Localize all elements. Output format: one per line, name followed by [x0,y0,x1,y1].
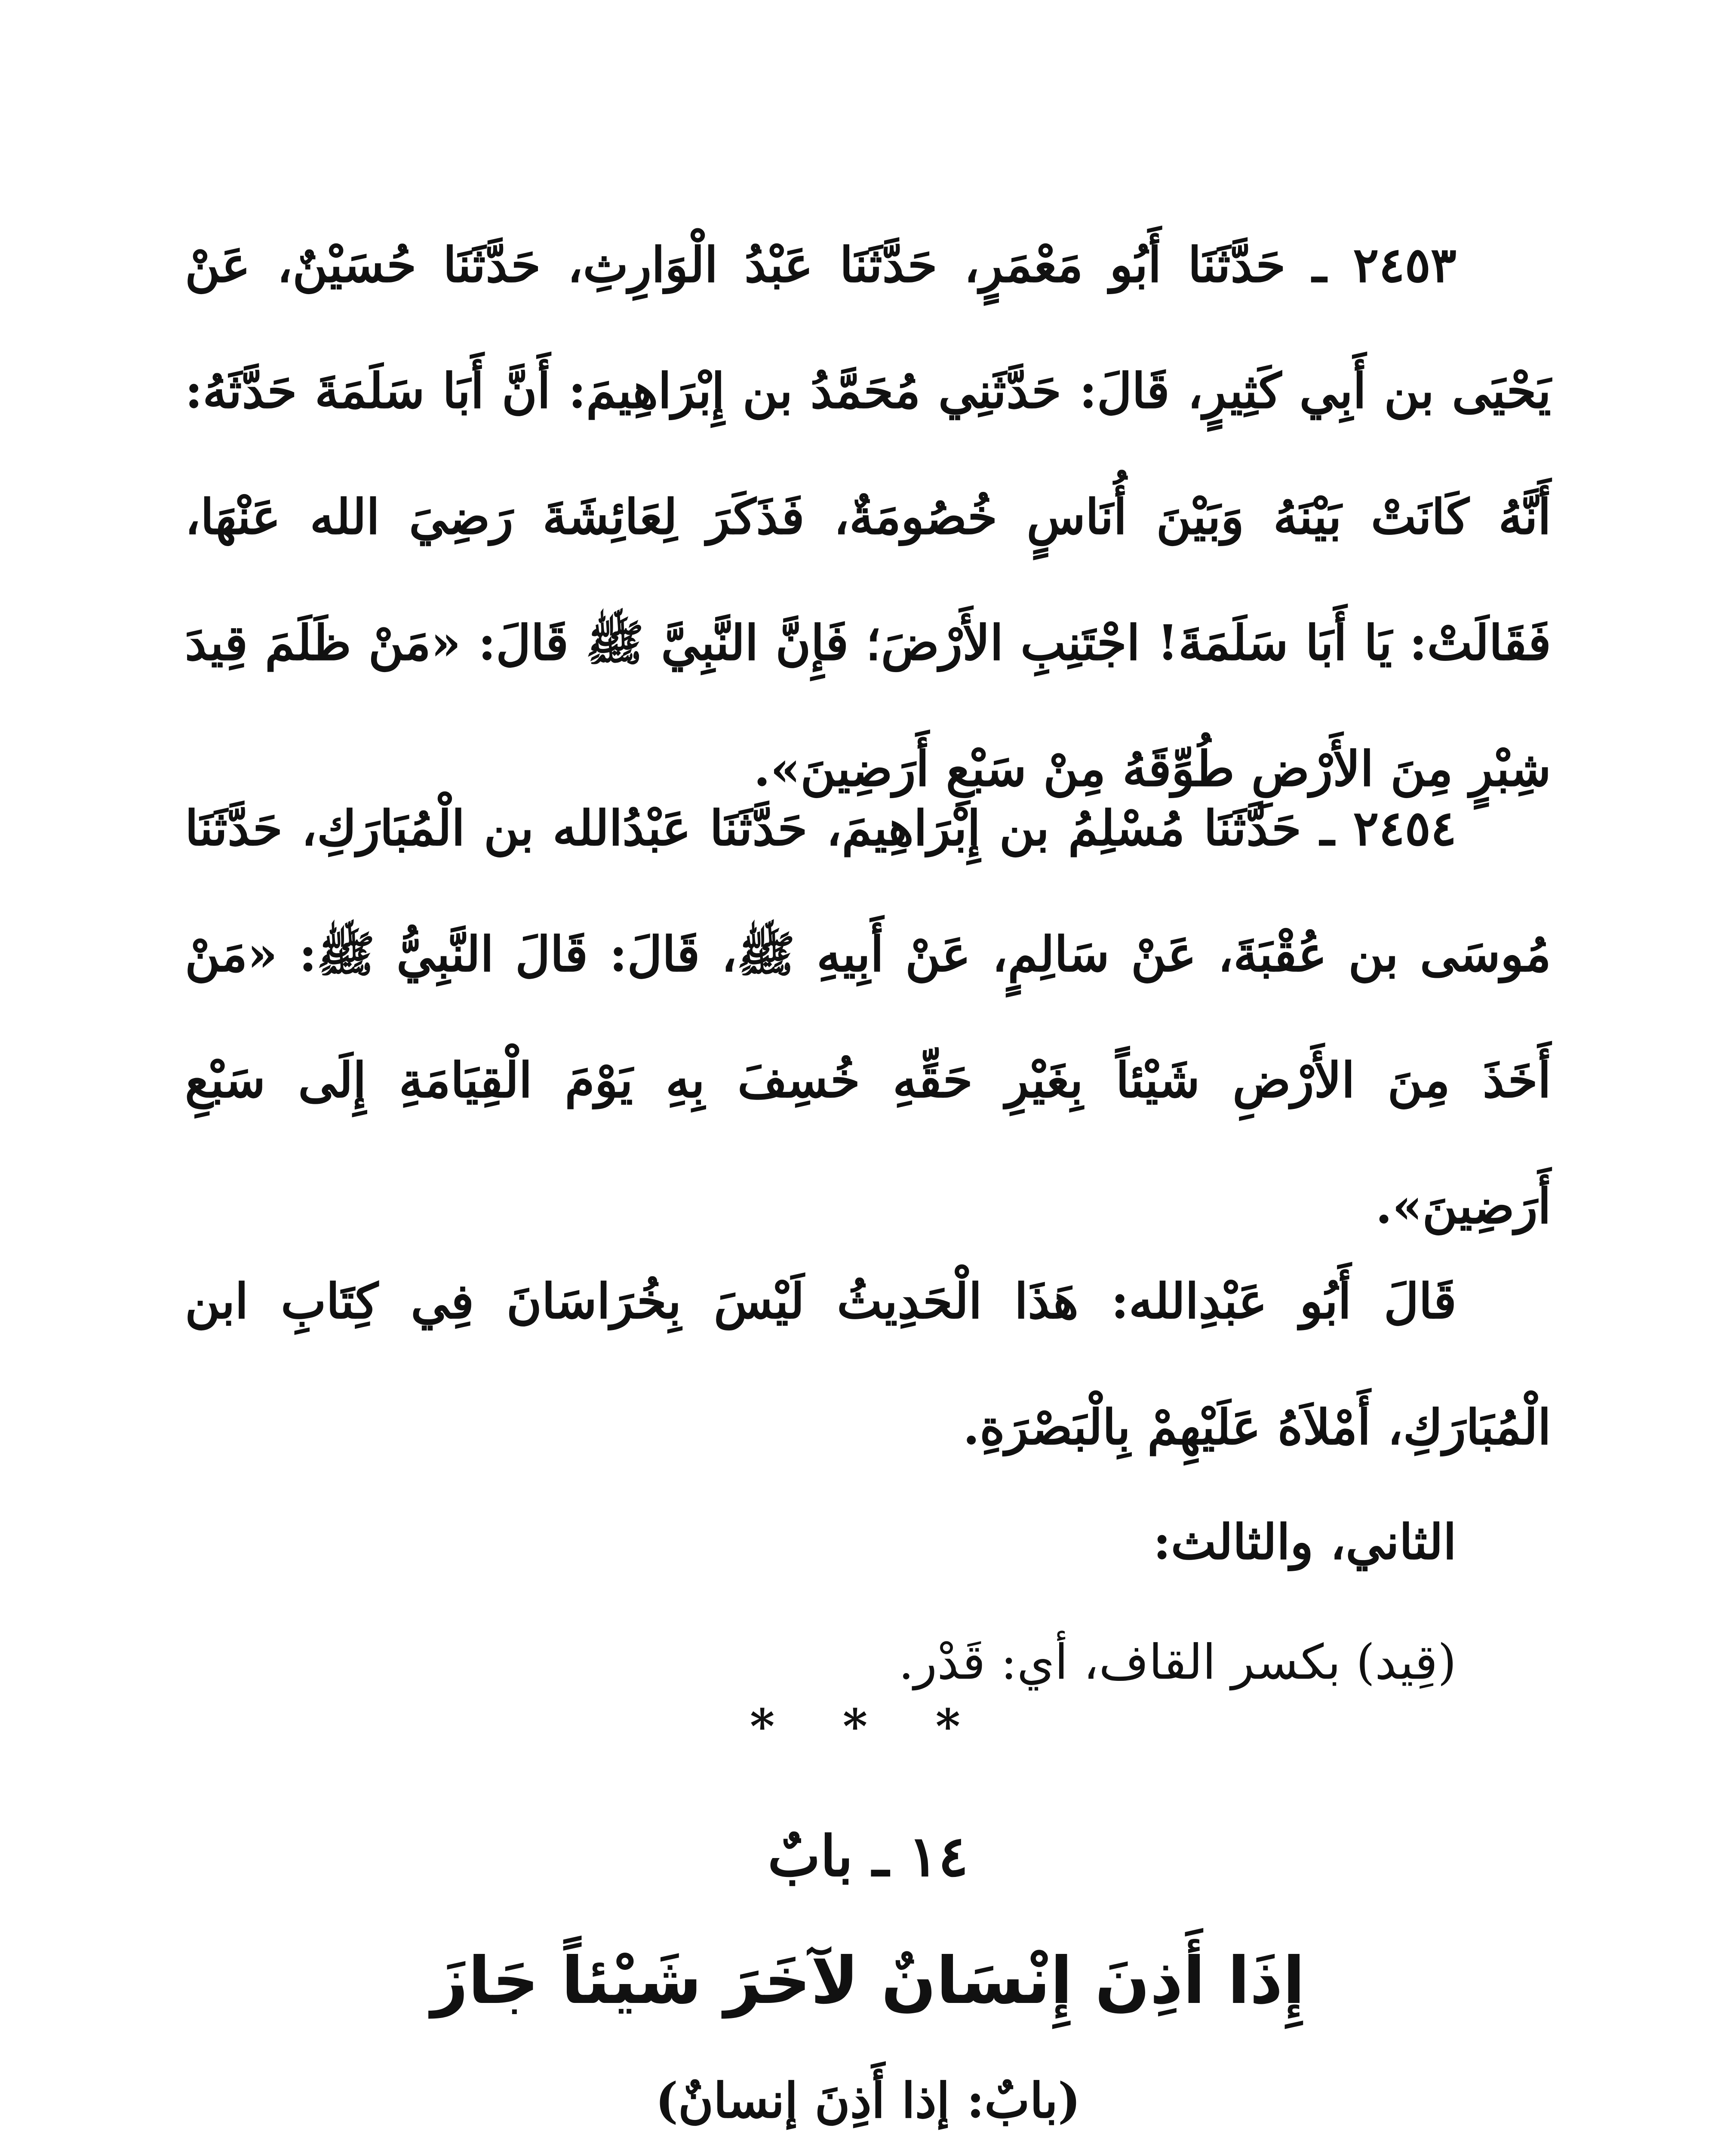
commentary-heading-text: الثاني، والثالث: [1153,1514,1456,1570]
hadith-2454-text: ٢٤٥٤ ـ حَدَّثَنَا مُسْلِمُ بن إِبْرَاهِيمَ، حَدَّثَنَا عَبْدُالله بن الْمُبَارَكِ، حَدَّثَنَا مُوسَى بن عُقْبَةَ، عَنْ سَالِمٍ، عَنْ أَبِيهِ ﷺ، قَالَ: قَالَ النَّبِيُّ ﷺ: «مَنْ أَخَذَ مِنَ الأَرْضِ شَيْئاً بِغَيْرِ حَقِّهِ خُسِفَ بِهِ يَوْمَ الْقِيَامَةِ إِلَى سَبْعِ أَرَضِينَ». [185,800,1551,1235]
author-note-text: قَالَ أَبُو عَبْدِالله: هَذَا الْحَدِيثُ لَيْسَ بِخُرَاسَانَ فِي كِتَابِ ابن الْمُبَارَكِ، أَمْلاَهُ عَلَيْهِمْ بِالْبَصْرَةِ. [185,1273,1551,1456]
chapter-title: إِذَا أَذِنَ إِنْسَانٌ لآخَرَ شَيْئاً جَازَ [431,1944,1305,2018]
commentary-heading [185,1479,1551,1605]
hadith-2454 [185,765,1551,1269]
author-note [185,1238,1551,1490]
hadith-2453 [185,202,1551,832]
hadith-2453-text: ٢٤٥٣ ـ حَدَّثَنَا أَبُو مَعْمَرٍ، حَدَّثَنَا عَبْدُ الْوَارِثِ، حَدَّثَنَا حُسَيْنٌ، عَنْ يَحْيَى بن أَبِي كَثِيرٍ، قَالَ: حَدَّثَنِي مُحَمَّدُ بن إِبْرَاهِيمَ: أَنَّ أَبَا سَلَمَةَ حَدَّثَهُ: أَنَّهُ كَانَتْ بَيْنَهُ وَبَيْنَ أُنَاسٍ خُصُومَةٌ، فَذَكَرَ لِعَائِشَةَ رَضِيَ الله عَنْهَا، فَقَالَتْ: يَا أَبَا سَلَمَةَ! اجْتَنِبِ الأَرْضَ؛ فَإِنَّ النَّبِيَّ ﷺ قَالَ: «مَنْ ظَلَمَ قِيدَ شِبْرٍ مِنَ الأَرْضِ طُوِّقَهُ مِنْ سَبْعِ أَرَضِينَ». [185,237,1551,797]
section-separator: * * * [750,1698,986,1754]
chapter-number: ١٤ ـ بابٌ [768,1823,968,1889]
chapter-subtitle: (بابٌ: إذا أَذِنَ إنسانٌ) [655,2073,1081,2129]
commentary-body-text: (قِيد) بكسر القاف، أي: قَدْر. [898,1634,1456,1690]
